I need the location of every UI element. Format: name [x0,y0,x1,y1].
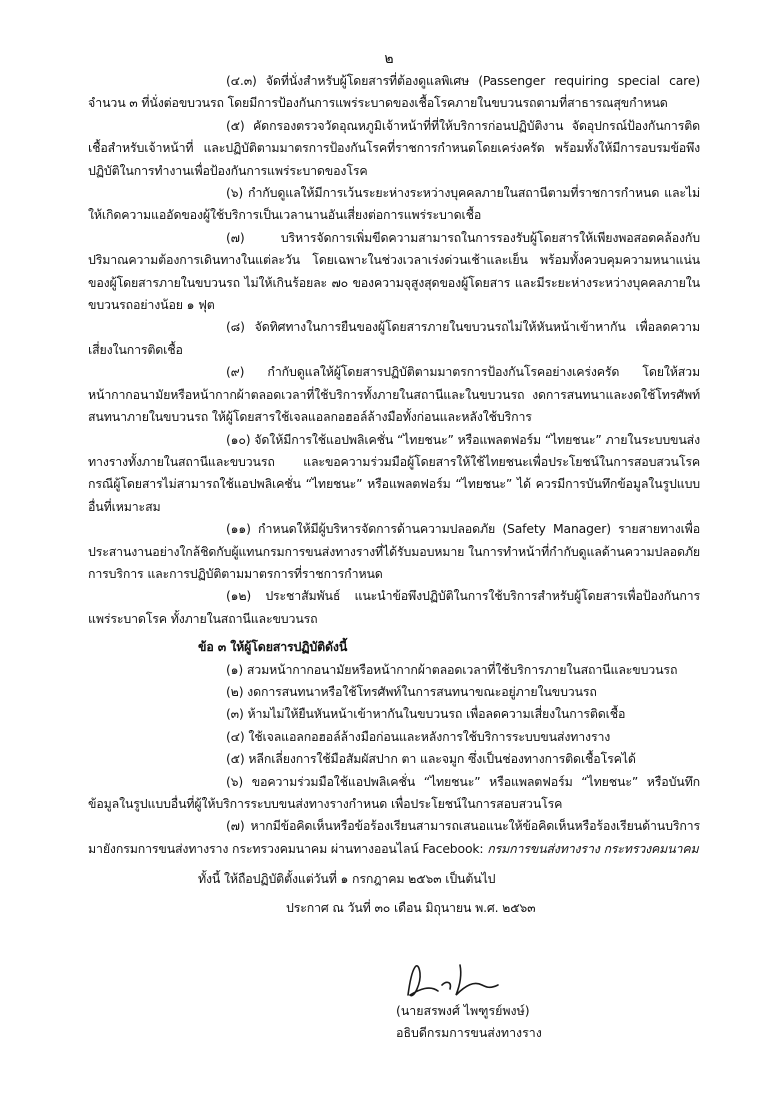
clause-2-item-6: (๖) กำกับดูแลให้มีการเว้นระยะห่างระหว่างบุคคลภายในสถานีตามที่ราชการกำหนด และไม่ให้เกิดความแออัดของผู้ใช้บริการเป็นเวลานานอันเสี่ยงต่อการแพร่ระบาดเชื้อ [88,185,700,223]
clause-2-item-4-3: (๔.๓) จัดที่นั่งสำหรับผู้โดยสารที่ต้องดูแลพิเศษ (Passenger requiring special care) จำนวน ๓ ที่นั่งต่อขบวนรถ โดยมีการป้องกันการแพร่ระบาดของเชื้อโรคภายในขบวนรถตามที่สาธารณสุขกำหนด [88,73,700,111]
clause-3-item-1: (๑) สวมหน้ากากอนามัยหรือหน้ากากผ้าตลอดเวลาที่ใช้บริการภายในสถานีและขบวนรถ [226,661,678,677]
clause-2-item-9: (๙) กำกับดูแลให้ผู้โดยสารปฏิบัติตามมาตรการป้องกันโรคอย่างเคร่งครัด โดยให้สวมหน้ากากอนามัยหรือหน้ากากผ้าตลอดเวลาที่ใช้บริการทั้งภายในสถานีและในขบวนรถ งดการสนทนาและงดใช้โทรศัพท์สนทนาภายในขบวนรถ ให้ผู้โดยสารใช้เจลแอลกอฮอล์ล้างมือทั้งก่อนและหลังใช้บริการ [88,364,700,425]
clause-2-item-11: (๑๑) กำหนดให้มีผู้บริหารจัดการด้านความปลอดภัย (Safety Manager) รายสายทางเพื่อประสานงานอย่างใกล้ชิดกับผู้แทนกรมการขนส่งทางรางที่ได้รับมอบหมาย ในการทำหน้าที่กำกับดูแลด้านความปลอดภัย การบริการ และการปฏิบัติตามมาตรการที่ราชการกำหนด [88,521,700,581]
signer-title: อธิบดีกรมการขนส่งทางราง [396,1025,542,1041]
clause-2-item-8: (๘) จัดทิศทางในการยืนของผู้โดยสารภายในขบวนรถไม่ให้หันหน้าเข้าหากัน เพื่อลดความเสี่ยงในการติดเชื้อ [88,319,700,357]
clause-2-item-12: (๑๒) ประชาสัมพันธ์ แนะนำข้อพึงปฏิบัติในการใช้บริการสำหรับผู้โดยสารเพื่อป้องกันการแพร่ระบาดโรค ทั้งภายในสถานีและขบวนรถ [88,588,700,626]
clause-3-title: ข้อ ๓ ให้ผู้โดยสารปฏิบัติดังนี้ [198,639,348,655]
clause-3-item-6: (๖) ขอความร่วมมือใช้แอปพลิเคชั่น “ไทยชนะ” หรือแพลตฟอร์ม “ไทยชนะ” หรือบันทึกข้อมูลในรูปแบบอื่นที่ผู้ให้บริการระบบขนส่งทางรางกำหนด เพื่อประโยชน์ในการสอบสวนโรค [88,773,700,811]
page-number: ๒ [384,51,394,67]
signer-name: (นายสรพงศ์ ไพฑูรย์พงษ์) [396,1003,530,1018]
clause-2-item-5: (๕) คัดกรองตรวจวัดอุณหภูมิเจ้าหน้าที่ที่ให้บริการก่อนปฏิบัติงาน จัดอุปกรณ์ป้องกันการติดเชื้อสำหรับเจ้าหน้าที่ และปฏิบัติตามมาตรการป้องกันโรคที่ราชการกำหนดโดยเคร่งครัด พร้อมทั้งให้มีการอบรมข้อพึงปฏิบัติในการทำงานเพื่อป้องกันการแพร่ระบาดของโรค [88,117,700,178]
clause-3-item-7 [88,815,700,860]
clause-3-item-2: (๒) งดการสนทนาหรือใช้โทรศัพท์ในการสนทนาขณะอยู่ภายในขบวนรถ [226,683,597,699]
document-body [88,70,700,919]
clause-2-item-7: (๗) บริหารจัดการเพิ่มขีดความสามารถในการรองรับผู้โดยสารให้เพียงพอสอดคล้องกับปริมาณความต้องการเดินทางในแต่ละวัน โดยเฉพาะในช่วงเวลาเร่งด่วนเช้าและเย็น พร้อมทั้งควบคุมความหนาแน่นของผู้โดยสารภายในขบวนรถ ไม่ให้เกินร้อยละ ๗๐ ของความจุสูงสุดของผู้โดยสาร และมีระยะห่างระหว่างบุคคลภายในขบวนรถอย่างน้อย ๑ ฟุต [88,229,700,313]
signature [390,955,510,1005]
facebook-page-name: กรมการขนส่งทางราง กระทรวงคมนาคม [487,840,699,856]
clause-2-item-10: (๑๐) จัดให้มีการใช้แอปพลิเคชั่น “ไทยชนะ” หรือแพลตฟอร์ม “ไทยชนะ” ภายในระบบขนส่งทางรางทั้งภายในสถานีและขบวนรถ และขอความร่วมมือผู้โดยสารให้ใช้ไทยชนะเพื่อประโยชน์ในการสอบสวนโรค กรณีผู้โดยสารไม่สามารถใช้แอปพลิเคชั่น “ไทยชนะ” หรือแพลตฟอร์ม “ไทยชนะ” ได้ ควรมีการบันทึกข้อมูลในรูปแบบอื่นที่เหมาะสม [88,431,700,514]
item-7-text: (๗) หากมีข้อคิดเห็นหรือข้อร้องเรียนสามารถเสนอแนะให้ข้อคิดเห็นหรือร้องเรียนด้านบริการมายังกรมการขนส่งทางราง กระทรวงคมนาคม ผ่านทางออนไลน์ Facebook: [88,818,700,856]
announcement-date: ประกาศ ณ วันที่ ๓๐ เดือน มิถุนายน พ.ศ. ๒๕๖๓ [286,899,536,915]
clause-3-item-5: (๕) หลีกเลี่ยงการใช้มือสัมผัสปาก ตา และจมูก ซึ่งเป็นช่องทางการติดเชื้อโรคได้ [226,751,636,767]
effective-date: ทั้งนี้ ให้ถือปฏิบัติตั้งแต่วันที่ ๑ กรกฎาคม ๒๕๖๓ เป็นต้นไป [198,871,496,887]
signer-block [380,1000,580,1045]
clause-3-item-3: (๓) ห้ามไม่ให้ยืนหันหน้าเข้าหากันในขบวนรถ เพื่อลดความเสี่ยงในการติดเชื้อ [226,706,626,722]
clause-3-item-4: (๔) ใช้เจลแอลกอฮอล์ล้างมือก่อนและหลังการใช้บริการระบบขนส่งทางราง [226,728,611,744]
